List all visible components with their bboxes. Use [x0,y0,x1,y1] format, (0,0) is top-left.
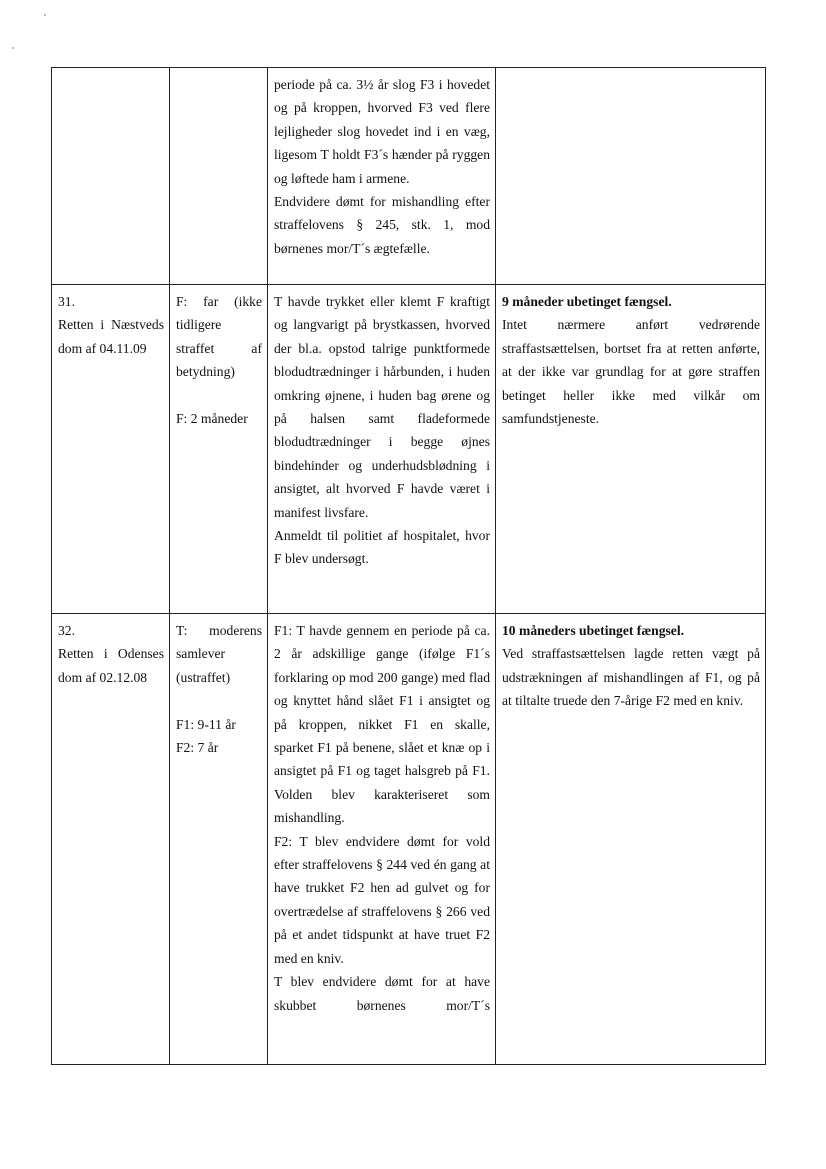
table-row [52,68,766,285]
case-cell [52,68,170,285]
sentence-cell [496,614,766,1065]
court-reference: Retten i Odenses dom af 02.12.08 [58,646,164,685]
facts-paragraph: T blev endvidere dømt for at have skubbet børnenes mor/T´s [274,974,490,1013]
sentence-text: Ved straffastsættelsen lagde retten vægt på udstrækningen af mishandlingen af F1, og på at tiltalte truede den 7-årige F2 med en kniv. [502,646,760,709]
facts-paragraph: periode på ca. 3½ år slog F3 i hovedet og på kroppen, hvorved F3 ved flere lejligheder slog hovedet ind i en væg, ligesom T holdt F3´s hænder på ryggen og løftede ham i armene. [274,77,490,186]
table-row [52,285,766,614]
party-age: F2: 7 år [176,740,219,756]
facts-cell [268,285,496,614]
parties-cell [170,68,268,285]
party-description: T: moderens samlever (ustraffet) [176,623,262,685]
facts-cell [268,68,496,285]
case-table [51,67,766,1065]
sentence-heading: 10 måneders ubetinget fængsel. [502,623,684,638]
case-number: 32. [58,623,75,638]
table-row [52,614,766,1065]
case-cell [52,285,170,614]
facts-paragraph: T havde trykket eller klemt F kraftigt og langvarigt på brystkassen, hvorved der bl.a. opstod talrige punktformede blodudtrædninger i hårbunden, i huden omkring øjnene, i huden bag ørene og på halsen samt fladeformede blodudtrædninger i begge øjnes bindehinder og underhudsblødning i ansigtet, alt hvorved F havde været i manifest livsfare. [274,294,490,520]
case-number: 31. [58,294,75,309]
party-age: F1: 9-11 år [176,716,236,732]
facts-paragraph: Anmeldt til politiet af hospitalet, hvor F blev undersøgt. [274,528,490,567]
scan-speck [12,47,14,49]
parties-cell [170,285,268,614]
parties-cell [170,614,268,1065]
party-age: F: 2 måneder [176,411,248,427]
party-description: F: far (ikke tidligere straffet af betydning) [176,294,262,380]
facts-paragraph: Endvidere dømt for mishandling efter straffelovens § 245, stk. 1, mod børnenes mor/T´s ægtefælle. [274,194,490,256]
sentence-text: Intet nærmere anført vedrørende straffastsættelsen, bortset fra at retten anførte, at der ikke var grundlag for at gøre straffen betinget heller ikke med vilkår om samfundstjeneste. [502,317,760,427]
facts-cell [268,614,496,1065]
sentence-cell [496,68,766,285]
sentence-cell [496,285,766,614]
court-reference: Retten i Næstveds dom af 04.11.09 [58,317,164,356]
scan-speck [44,14,46,16]
sentence-heading: 9 måneder ubetinget fængsel. [502,294,672,309]
facts-paragraph: F2: T blev endvidere dømt for vold efter straffelovens § 244 ved én gang at have trukket F2 hen ad gulvet og for overtrædelse af straffelovens § 266 ved på et andet tidspunkt at have truet F2 med en kniv. [274,833,490,966]
facts-paragraph: F1: T havde gennem en periode på ca. 2 år adskillige gange (ifølge F1´s forklaring op mod 200 gange) med flad og knyttet hånd slået F1 i ansigtet og på kroppen, nikket F1 en skalle, sparket F1 på benene, slået et knæ op i ansigtet på F1 og taget halsgreb på F1. Volden blev karakteriseret som mishandling. [274,623,490,826]
case-cell [52,614,170,1065]
